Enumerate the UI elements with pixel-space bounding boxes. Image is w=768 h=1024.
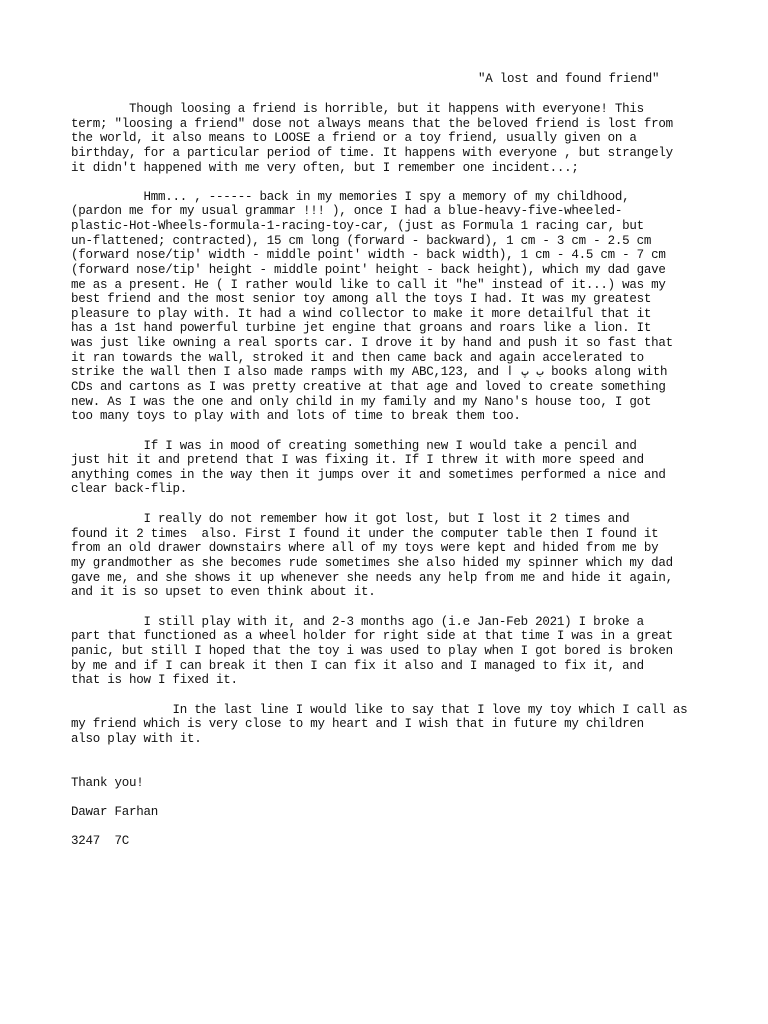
text-line: birthday, for a particular period of time. It happens with everyone , but strangely xyxy=(71,146,673,160)
text-line: from an old drawer downstairs where all of my toys were kept and hided from me by xyxy=(71,541,659,555)
text-line: (forward nose/tip' width - middle point' width - back width), 1 cm - 4.5 cm - 7 cm xyxy=(71,248,666,262)
text-line: anything comes in the way then it jumps over it and sometimes performed a nice and xyxy=(71,467,666,482)
text-line: my grandmother as she becomes rude sometimes she also hided my spinner which my dad xyxy=(71,555,673,570)
text-line: part that functioned as a wheel holder for right side at that time I was in a great xyxy=(71,629,673,643)
text-line: I really do not remember how it got lost, but I lost it 2 times and xyxy=(71,512,630,526)
text-line: my friend which is very close to my heart and I wish that in future my children xyxy=(71,717,644,731)
text-line: CDs and cartons as I was pretty creative at that age and loved to create something xyxy=(71,379,666,394)
text-line: it ran towards the wall, stroked it and then came back and again accelerated to xyxy=(71,350,644,365)
author-code: 3247 7C xyxy=(71,834,130,848)
text-line: and it is so upset to even think about it. xyxy=(71,585,376,599)
text-line: pleasure to play with. It had a wind collector to make it more detailful that it xyxy=(71,306,652,321)
text-line: also play with it. xyxy=(71,731,202,746)
text-line: un-flattened; contracted), 15 cm long (forward - backward), 1 cm - 3 cm - 2.5 cm xyxy=(71,233,652,248)
text-line: that is how I fixed it. xyxy=(71,673,238,687)
text-line: clear back-flip. xyxy=(71,482,188,496)
text-line: by me and if I can break it then I can fix it also and I managed to fix it, and xyxy=(71,658,644,673)
text-line: the world, it also means to LOOSE a friend or a toy friend, usually given on a xyxy=(71,131,637,145)
document-title: "A lost and found friend" xyxy=(478,72,660,86)
text-line: (forward nose/tip' height - middle point' height - back height), which my dad gave xyxy=(71,262,666,277)
text-line: new. As I was the one and only child in my family and my Nano's house too, I got xyxy=(71,394,652,409)
text-line: strike the wall then I also made ramps with my ABC,123, and ب پ ا books along with xyxy=(71,365,668,379)
text-line: plastic-Hot-Wheels-formula-1-racing-toy-car, (just as Formula 1 racing car, but xyxy=(71,219,644,233)
text-line: gave me, and she shows it up whenever she needs any help from me and hide it again, xyxy=(71,570,673,585)
text-line: If I was in mood of creating something new I would take a pencil and xyxy=(71,438,637,453)
text-line: Hmm... , ------ back in my memories I spy a memory of my childhood, xyxy=(71,189,630,204)
text-line: Though loosing a friend is horrible, but it happens with everyone! This xyxy=(71,102,644,116)
closing-line: Thank you! xyxy=(71,775,144,790)
text-line: panic, but still I hoped that the toy i was used to play when I got bored is broken xyxy=(71,643,673,658)
text-line: has a 1st hand powerful turbine jet engine that groans and roars like a lion. It xyxy=(71,321,652,335)
text-line: it didn't happened with me very often, but I remember one incident...; xyxy=(71,160,579,175)
text-line: best friend and the most senior toy among all the toys I had. It was my greatest xyxy=(71,292,652,306)
text-line: me as a present. He ( I rather would like to call it "he" instead of it...) was my xyxy=(71,277,666,292)
text-line: just hit it and pretend that I was fixing it. If I threw it with more speed and xyxy=(71,453,644,467)
text-line: too many toys to play with and lots of time to break them too. xyxy=(71,409,521,423)
text-line: found it 2 times also. First I found it under the computer table then I found it xyxy=(71,526,659,541)
text-line: I still play with it, and 2-3 months ago (i.e Jan-Feb 2021) I broke a xyxy=(71,614,644,629)
text-line: (pardon me for my usual grammar !!! ), once I had a blue-heavy-five-wheeled- xyxy=(71,204,623,218)
text-line: term; "loosing a friend" dose not always means that the beloved friend is lost from xyxy=(71,116,673,131)
text-line: In the last line I would like to say that I love my toy which I call as xyxy=(71,702,688,717)
author-name: Dawar Farhan xyxy=(71,805,159,819)
text-line: was just like owning a real sports car. I drove it by hand and push it so fast that xyxy=(71,336,673,350)
